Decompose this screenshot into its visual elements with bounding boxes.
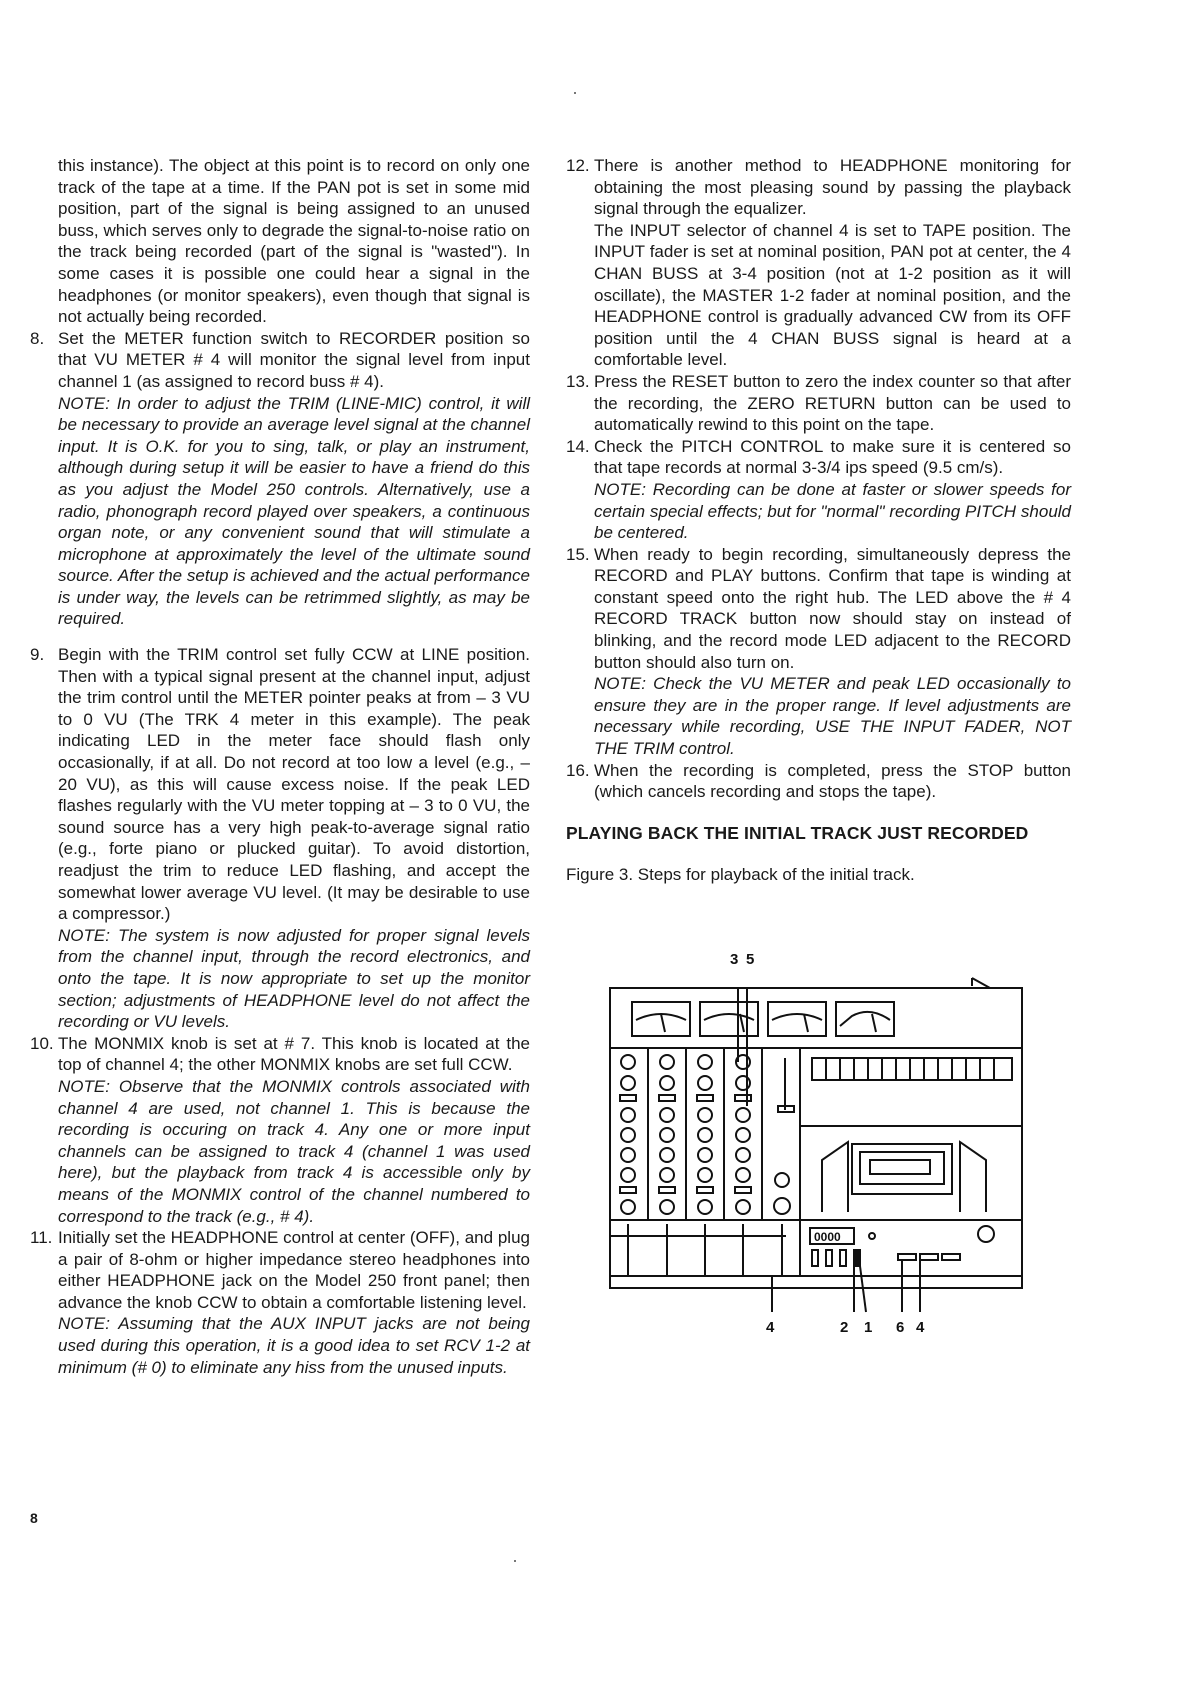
step-number: 9. — [30, 645, 45, 665]
intro-paragraph: this instance). The object at this point is to record on only one track of the tape at a time. If the PAN pot is set in some mid position, part of the signal is being assigned to an unused buss, which serves only to degrade the signal-to-noise ratio on the track being recorded (part of the signal is "wasted"). In some cases it is possible one could hear a signal in the headphones (or monitor speakers), even though that signal is not actually being recorded. — [58, 156, 530, 327]
callout-4a: 4 — [766, 1319, 775, 1336]
scan-speck — [574, 92, 576, 94]
callout-5: 5 — [746, 951, 755, 968]
vu-meter-4-needle — [872, 1014, 876, 1032]
step-text: There is another method to HEADPHONE monitoring for obtaining the most pleasing sound by passing the playback signal through the equalizer. — [594, 156, 1071, 219]
step-9 — [30, 644, 530, 1033]
vu-meter-1-needle — [661, 1014, 665, 1032]
step-text: Check the PITCH CONTROL to make sure it is centered so that tape records at normal 3-3/4 ips speed (9.5 cm/s). — [594, 436, 1071, 478]
step-note: NOTE: Observe that the MONMIX controls associated with channel 4 are used, not channel 1. This is because the recording is occuring on track 4. Any one or more input channels can be assigned to track 4 (channel 1 was used here), but the playback from track 4 is accessible only by means of the MONMIX control of the channel numbered to correspond to the track (e.g., # 4). — [58, 1076, 530, 1226]
left-column — [30, 155, 530, 1378]
channel-1-knobs — [620, 1055, 636, 1214]
channel-3-knobs — [697, 1055, 713, 1214]
step-note: NOTE: Check the VU METER and peak LED occasionally to ensure they are in the proper range. If level adjustments are necessary while recording, USE THE INPUT FADER, NOT THE TRIM control. — [594, 674, 1071, 759]
step-text: Set the METER function switch to RECORDER position so that VU METER # 4 will monitor the signal level from input channel 1 (as assigned to record buss # 4). — [58, 328, 530, 391]
channel-2-knobs — [659, 1055, 675, 1214]
step-text: Begin with the TRIM control set fully CCW at LINE position. Then with a typical signal present at the channel input, adjust the trim control until the METER pointer peaks at from – 3 VU to 0 VU (The TRK 4 meter in this example). The peak indicating LED in the meter face should flash only occasionally, if at all. Do not record at too low a level (e.g., – 20 VU), as this will cause excess noise. If the peak LED flashes regularly with the VU meter topping at – 3 to 0 VU, the sound source has a very high peak-to-average signal ratio (e.g., forte piano or plucked guitar). To avoid distortion, readjust the trim to reduce LED flashing, and accept the somewhat lower average VU level. (It may be desirable to use a compressor.) — [58, 645, 530, 924]
transport-buttons — [812, 1250, 960, 1266]
panel-diagram-svg — [590, 930, 1050, 1350]
step-number: 10. — [30, 1033, 54, 1053]
step-12 — [566, 155, 1071, 371]
headphone-knob — [774, 1198, 790, 1214]
counter-display: 0000 — [814, 1230, 841, 1244]
vu-meter-4 — [836, 1002, 894, 1036]
figure-3-panel-diagram — [590, 930, 1050, 1350]
step-8 — [30, 328, 530, 630]
step-15 — [566, 544, 1071, 760]
step-text: When ready to begin recording, simultaneously depress the RECORD and PLAY buttons. Confirm that tape is winding at constant speed onto the right hub. The LED above the # 4 RECORD TRACK button now should stay on instead of blinking, and the record mode LED adjacent to the RECORD button should also turn on. — [594, 544, 1071, 672]
step-14 — [566, 436, 1071, 544]
callout-1: 1 — [864, 1319, 873, 1336]
step-number: 12. — [566, 156, 590, 175]
step-number: 16. — [566, 760, 590, 780]
record-track-buttons — [812, 1058, 1012, 1080]
vu-meter-3-scale — [772, 1014, 822, 1020]
callout-2: 2 — [840, 1319, 849, 1336]
cassette-tape-window — [870, 1160, 930, 1174]
callout-6: 6 — [896, 1319, 905, 1336]
channel-4-knobs — [735, 1055, 751, 1214]
step-10 — [30, 1033, 530, 1227]
page-number: 8 — [30, 1510, 38, 1526]
step-13 — [566, 371, 1071, 436]
callout-3: 3 — [730, 951, 739, 968]
callout-4b: 4 — [916, 1319, 925, 1336]
step-number: 13. — [566, 371, 590, 391]
step-16 — [566, 760, 1071, 803]
scan-speck — [514, 1560, 516, 1562]
section-heading: PLAYING BACK THE INITIAL TRACK JUST RECORDED — [566, 822, 1029, 843]
figure-caption: Figure 3. Steps for playback of the initial track. — [566, 865, 915, 885]
panel-tab — [972, 978, 990, 988]
step-11 — [30, 1227, 530, 1378]
step-number: 8. — [30, 328, 45, 348]
step-note: NOTE: Recording can be done at faster or slower speeds for certain special effects; but for "normal" recording PITCH should be centered. — [594, 479, 1071, 543]
step-text-continued: The INPUT selector of channel 4 is set to TAPE position. The INPUT fader is set at nominal position, PAN pot at center, the 4 CHAN BUSS at 3-4 position (not at 1-2 position as it will oscillate), the MASTER 1-2 fader at nominal position, and the HEADPHONE control is gradually advanced CW from its OFF position until the 4 CHAN BUSS signal is heard at a comfortable level. — [594, 220, 1071, 370]
pitch-control-knob — [978, 1226, 994, 1242]
step-text: When the recording is completed, press the STOP button (which cancels recording and stops the tape). — [594, 760, 1071, 802]
vu-meter-4-scale — [840, 1012, 890, 1026]
vu-meter-3-needle — [804, 1014, 808, 1032]
reset-button — [869, 1233, 875, 1239]
step-note: NOTE: Assuming that the AUX INPUT jacks are not being used during this operation, it is a good idea to set RCV 1-2 at minimum (# 0) to eliminate any hiss from the unused inputs. — [58, 1314, 530, 1377]
step-text: Initially set the HEADPHONE control at center (OFF), and plug a pair of 8-ohm or higher impedance stereo headphones into either HEADPHONE jack on the Model 250 front panel; then advance the knob CCW to obtain a comfortable listening level. — [58, 1228, 530, 1312]
step-note: NOTE: The system is now adjusted for proper signal levels from the channel input, through the record electronics, and onto the tape. It is now appropriate to set up the monitor section; adjustments of HEADPHONE level do not affect the recording or VU levels. — [58, 925, 530, 1032]
cassette-well-left — [822, 1142, 848, 1212]
cassette — [860, 1152, 944, 1184]
cassette-well-right — [960, 1142, 986, 1212]
master-knob — [775, 1173, 789, 1187]
right-column — [566, 155, 1071, 886]
step-number: 15. — [566, 544, 590, 564]
step-text: The MONMIX knob is set at # 7. This knob is located at the top of channel 4; the other MONMIX knobs are set full CCW. — [58, 1033, 530, 1075]
step-number: 14. — [566, 436, 590, 456]
step-number: 11. — [30, 1228, 53, 1248]
step-text: Press the RESET button to zero the index counter so that after the recording, the ZERO RETURN button can be used to automatically rewind to this point on the tape. — [594, 371, 1071, 435]
step-note: NOTE: In order to adjust the TRIM (LINE-MIC) control, it will be necessary to provide an average level signal at the channel input. It is O.K. for you to sing, talk, or play an instrument, although during setup it will be easier to have a friend do this as you adjust the Model 250 controls. Alternatively, use a radio, phonograph record played over speakers, a continuous organ note, or any convenient sound that will stimulate a microphone at approximately the level of the ultimate sound source. After the setup is achieved and the actual performance is under way, the levels can be retrimmed slightly, as may be required. — [58, 393, 530, 629]
